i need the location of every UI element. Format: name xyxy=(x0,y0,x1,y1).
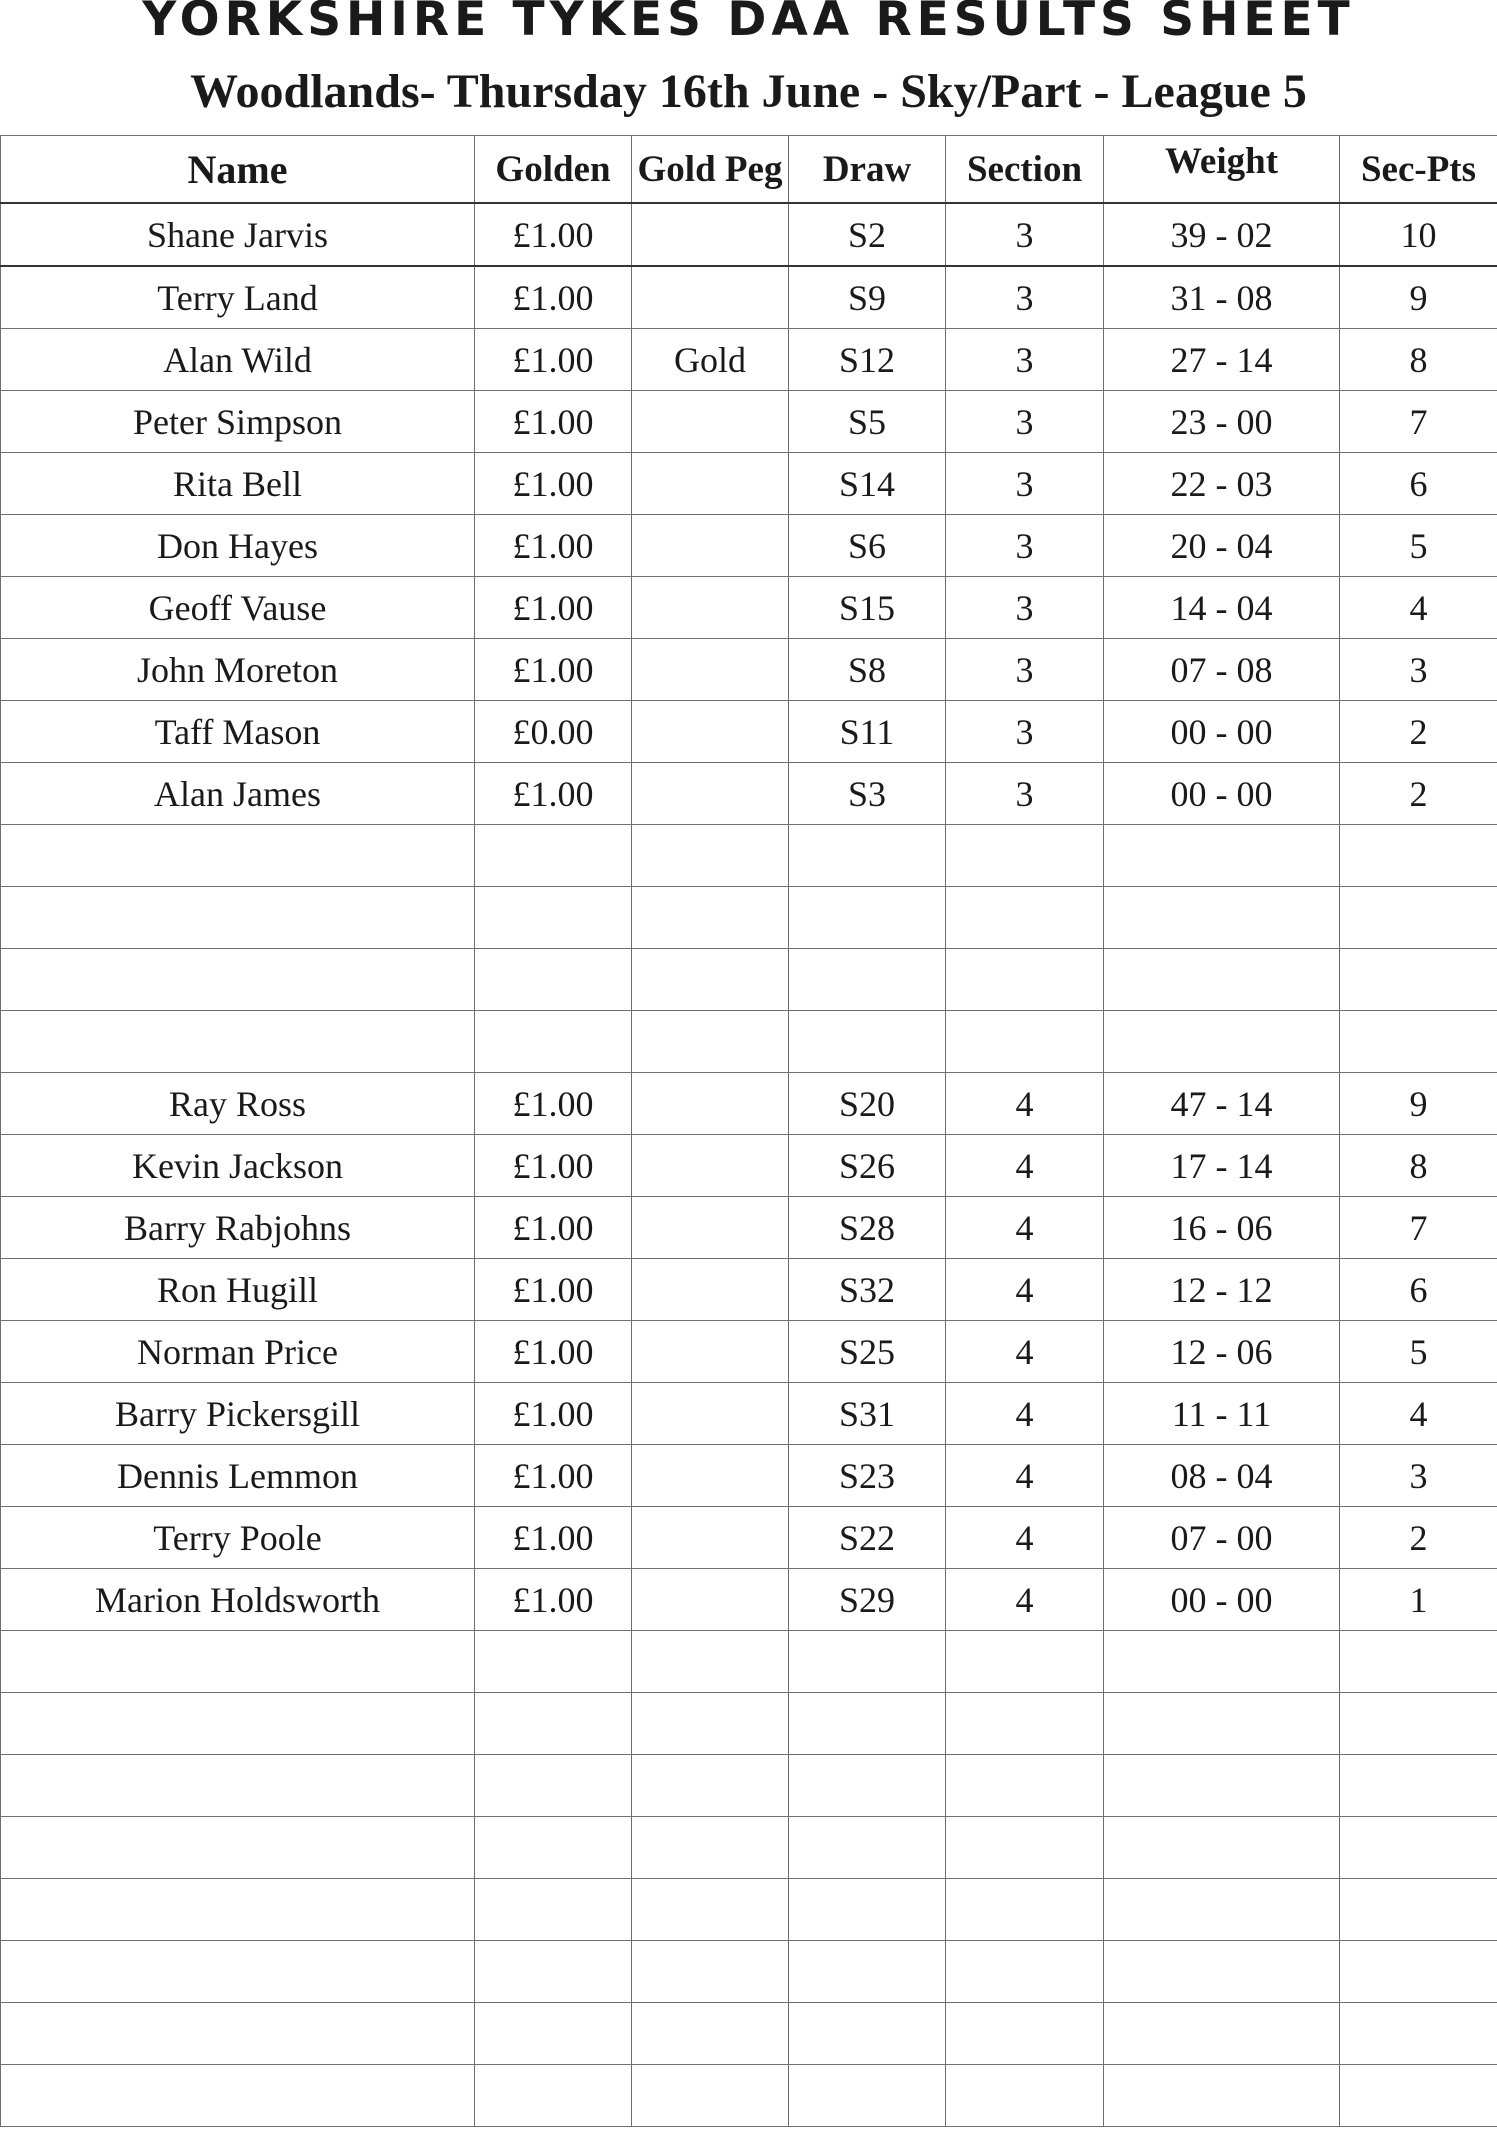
gold-peg-cell xyxy=(632,1817,789,1879)
section-points-cell: 7 xyxy=(1340,391,1497,453)
table-row xyxy=(1,515,1497,577)
section-points-cell: 4 xyxy=(1340,1383,1497,1445)
gold-peg-cell xyxy=(632,1569,789,1631)
section-cell xyxy=(946,2003,1104,2065)
section-points-cell: 8 xyxy=(1340,1135,1497,1197)
golden-fee-cell xyxy=(475,887,632,949)
table-row xyxy=(1,2065,1497,2127)
golden-fee-cell: £1.00 xyxy=(475,1507,632,1569)
angler-name-cell: Barry Pickersgill xyxy=(1,1383,475,1445)
section-cell: 3 xyxy=(946,203,1104,266)
table-row xyxy=(1,1941,1497,2003)
gold-peg-cell xyxy=(632,825,789,887)
golden-fee-cell: £1.00 xyxy=(475,1135,632,1197)
column-header-draw: Draw xyxy=(789,136,946,204)
angler-name-cell: Marion Holdsworth xyxy=(1,1569,475,1631)
section-points-cell xyxy=(1340,1631,1497,1693)
table-row xyxy=(1,577,1497,639)
section-points-cell xyxy=(1340,949,1497,1011)
draw-peg-cell: S14 xyxy=(789,453,946,515)
weight-cell: 20 - 04 xyxy=(1104,515,1340,577)
table-row xyxy=(1,1011,1497,1073)
golden-fee-cell: £1.00 xyxy=(475,763,632,825)
gold-peg-cell xyxy=(632,1135,789,1197)
weight-cell xyxy=(1104,1011,1340,1073)
draw-peg-cell: S9 xyxy=(789,266,946,329)
weight-cell: 27 - 14 xyxy=(1104,329,1340,391)
angler-name-cell xyxy=(1,1693,475,1755)
golden-fee-cell: £1.00 xyxy=(475,1445,632,1507)
table-row xyxy=(1,1879,1497,1941)
section-points-cell: 3 xyxy=(1340,1445,1497,1507)
weight-cell: 23 - 00 xyxy=(1104,391,1340,453)
draw-peg-cell: S8 xyxy=(789,639,946,701)
draw-peg-cell: S32 xyxy=(789,1259,946,1321)
golden-fee-cell xyxy=(475,825,632,887)
weight-cell: 39 - 02 xyxy=(1104,203,1340,266)
section-cell xyxy=(946,1879,1104,1941)
weight-cell: 12 - 06 xyxy=(1104,1321,1340,1383)
table-row xyxy=(1,266,1497,329)
section-cell: 4 xyxy=(946,1445,1104,1507)
draw-peg-cell xyxy=(789,1879,946,1941)
section-points-cell: 6 xyxy=(1340,453,1497,515)
angler-name-cell: Barry Rabjohns xyxy=(1,1197,475,1259)
golden-fee-cell: £1.00 xyxy=(475,329,632,391)
weight-cell: 00 - 00 xyxy=(1104,701,1340,763)
section-points-cell xyxy=(1340,1879,1497,1941)
golden-fee-cell: £1.00 xyxy=(475,639,632,701)
draw-peg-cell: S28 xyxy=(789,1197,946,1259)
draw-peg-cell: S12 xyxy=(789,329,946,391)
section-cell: 3 xyxy=(946,701,1104,763)
gold-peg-cell xyxy=(632,1197,789,1259)
angler-name-cell: Ray Ross xyxy=(1,1073,475,1135)
table-row xyxy=(1,1755,1497,1817)
weight-cell xyxy=(1104,949,1340,1011)
section-points-cell: 3 xyxy=(1340,639,1497,701)
draw-peg-cell: S15 xyxy=(789,577,946,639)
section-cell: 3 xyxy=(946,266,1104,329)
column-header-sec-pts: Sec-Pts xyxy=(1340,136,1497,204)
golden-fee-cell xyxy=(475,1011,632,1073)
section-points-cell: 5 xyxy=(1340,515,1497,577)
draw-peg-cell: S2 xyxy=(789,203,946,266)
weight-cell: 16 - 06 xyxy=(1104,1197,1340,1259)
gold-peg-cell xyxy=(632,1445,789,1507)
angler-name-cell xyxy=(1,825,475,887)
section-cell: 4 xyxy=(946,1321,1104,1383)
gold-peg-cell xyxy=(632,1879,789,1941)
section-points-cell: 5 xyxy=(1340,1321,1497,1383)
section-cell: 3 xyxy=(946,763,1104,825)
section-cell: 4 xyxy=(946,1073,1104,1135)
golden-fee-cell xyxy=(475,1941,632,2003)
gold-peg-cell xyxy=(632,701,789,763)
table-row xyxy=(1,887,1497,949)
section-points-cell xyxy=(1340,825,1497,887)
table-row xyxy=(1,1693,1497,1755)
section-points-cell xyxy=(1340,1693,1497,1755)
weight-cell: 00 - 00 xyxy=(1104,763,1340,825)
angler-name-cell xyxy=(1,2003,475,2065)
results-table xyxy=(0,135,1497,2127)
angler-name-cell: Dennis Lemmon xyxy=(1,1445,475,1507)
gold-peg-cell xyxy=(632,2065,789,2127)
section-cell: 4 xyxy=(946,1569,1104,1631)
weight-cell xyxy=(1104,1755,1340,1817)
angler-name-cell xyxy=(1,887,475,949)
weight-cell: 07 - 00 xyxy=(1104,1507,1340,1569)
golden-fee-cell xyxy=(475,1755,632,1817)
column-header-section: Section xyxy=(946,136,1104,204)
angler-name-cell: Geoff Vause xyxy=(1,577,475,639)
table-row xyxy=(1,1135,1497,1197)
section-points-cell xyxy=(1340,2065,1497,2127)
draw-peg-cell: S22 xyxy=(789,1507,946,1569)
weight-cell xyxy=(1104,825,1340,887)
angler-name-cell: Alan James xyxy=(1,763,475,825)
golden-fee-cell: £1.00 xyxy=(475,515,632,577)
weight-cell xyxy=(1104,1693,1340,1755)
header-row xyxy=(1,136,1497,204)
section-cell xyxy=(946,825,1104,887)
draw-peg-cell: S31 xyxy=(789,1383,946,1445)
golden-fee-cell: £1.00 xyxy=(475,1259,632,1321)
section-points-cell: 10 xyxy=(1340,203,1497,266)
weight-cell xyxy=(1104,2003,1340,2065)
table-row xyxy=(1,1259,1497,1321)
table-row xyxy=(1,825,1497,887)
draw-peg-cell: S6 xyxy=(789,515,946,577)
table-row xyxy=(1,1507,1497,1569)
section-points-cell: 4 xyxy=(1340,577,1497,639)
golden-fee-cell: £1.00 xyxy=(475,577,632,639)
draw-peg-cell xyxy=(789,1941,946,2003)
section-points-cell: 6 xyxy=(1340,1259,1497,1321)
results-body xyxy=(1,203,1497,2127)
gold-peg-cell xyxy=(632,1073,789,1135)
gold-peg-cell xyxy=(632,1383,789,1445)
section-cell: 3 xyxy=(946,329,1104,391)
section-points-cell xyxy=(1340,887,1497,949)
table-row xyxy=(1,329,1497,391)
section-cell xyxy=(946,1693,1104,1755)
table-row xyxy=(1,1073,1497,1135)
section-points-cell: 2 xyxy=(1340,701,1497,763)
section-cell: 4 xyxy=(946,1383,1104,1445)
gold-peg-cell xyxy=(632,515,789,577)
table-row xyxy=(1,763,1497,825)
weight-cell: 12 - 12 xyxy=(1104,1259,1340,1321)
golden-fee-cell: £1.00 xyxy=(475,1569,632,1631)
section-points-cell: 9 xyxy=(1340,266,1497,329)
table-row xyxy=(1,391,1497,453)
draw-peg-cell xyxy=(789,2003,946,2065)
gold-peg-cell xyxy=(632,1507,789,1569)
section-cell: 3 xyxy=(946,639,1104,701)
table-row xyxy=(1,949,1497,1011)
gold-peg-cell xyxy=(632,1321,789,1383)
column-header-gold-peg: Gold Peg xyxy=(632,136,789,204)
gold-peg-cell xyxy=(632,1011,789,1073)
angler-name-cell: Ron Hugill xyxy=(1,1259,475,1321)
golden-fee-cell xyxy=(475,1631,632,1693)
draw-peg-cell: S11 xyxy=(789,701,946,763)
section-points-cell xyxy=(1340,2003,1497,2065)
weight-cell: 07 - 08 xyxy=(1104,639,1340,701)
section-points-cell: 9 xyxy=(1340,1073,1497,1135)
gold-peg-cell xyxy=(632,1941,789,2003)
weight-cell xyxy=(1104,887,1340,949)
weight-cell: 22 - 03 xyxy=(1104,453,1340,515)
weight-cell xyxy=(1104,1879,1340,1941)
section-cell: 3 xyxy=(946,515,1104,577)
gold-peg-cell xyxy=(632,887,789,949)
draw-peg-cell xyxy=(789,1011,946,1073)
section-cell xyxy=(946,1631,1104,1693)
gold-peg-cell xyxy=(632,763,789,825)
angler-name-cell: Taff Mason xyxy=(1,701,475,763)
section-cell: 4 xyxy=(946,1135,1104,1197)
weight-cell xyxy=(1104,1941,1340,2003)
column-header-golden: Golden xyxy=(475,136,632,204)
section-cell xyxy=(946,1011,1104,1073)
angler-name-cell: Kevin Jackson xyxy=(1,1135,475,1197)
section-points-cell: 2 xyxy=(1340,1507,1497,1569)
section-points-cell xyxy=(1340,1755,1497,1817)
golden-fee-cell: £1.00 xyxy=(475,1073,632,1135)
table-row xyxy=(1,453,1497,515)
draw-peg-cell xyxy=(789,2065,946,2127)
angler-name-cell: Terry Land xyxy=(1,266,475,329)
gold-peg-cell xyxy=(632,1631,789,1693)
table-row xyxy=(1,1631,1497,1693)
golden-fee-cell: £1.00 xyxy=(475,203,632,266)
weight-cell xyxy=(1104,1817,1340,1879)
table-row xyxy=(1,1817,1497,1879)
section-points-cell: 7 xyxy=(1340,1197,1497,1259)
draw-peg-cell: S5 xyxy=(789,391,946,453)
gold-peg-cell xyxy=(632,1755,789,1817)
angler-name-cell: Don Hayes xyxy=(1,515,475,577)
section-points-cell xyxy=(1340,1011,1497,1073)
sheet-title: YORKSHIRE TYKES DAA RESULTS SHEET xyxy=(142,0,1355,46)
section-cell: 4 xyxy=(946,1259,1104,1321)
golden-fee-cell: £1.00 xyxy=(475,266,632,329)
table-row xyxy=(1,639,1497,701)
angler-name-cell xyxy=(1,2065,475,2127)
angler-name-cell xyxy=(1,1817,475,1879)
golden-fee-cell: £1.00 xyxy=(475,1383,632,1445)
angler-name-cell: Peter Simpson xyxy=(1,391,475,453)
angler-name-cell xyxy=(1,1755,475,1817)
draw-peg-cell xyxy=(789,887,946,949)
golden-fee-cell xyxy=(475,1879,632,1941)
table-row xyxy=(1,2003,1497,2065)
gold-peg-cell xyxy=(632,203,789,266)
gold-peg-cell xyxy=(632,2003,789,2065)
section-points-cell: 1 xyxy=(1340,1569,1497,1631)
weight-cell: 47 - 14 xyxy=(1104,1073,1340,1135)
sheet-subtitle: Woodlands- Thursday 16th June - Sky/Part - League 5 xyxy=(190,65,1307,118)
table-row xyxy=(1,1383,1497,1445)
draw-peg-cell xyxy=(789,949,946,1011)
angler-name-cell xyxy=(1,949,475,1011)
table-row xyxy=(1,1445,1497,1507)
table-row xyxy=(1,1569,1497,1631)
table-row xyxy=(1,1197,1497,1259)
golden-fee-cell: £1.00 xyxy=(475,391,632,453)
draw-peg-cell: S23 xyxy=(789,1445,946,1507)
angler-name-cell: Shane Jarvis xyxy=(1,203,475,266)
weight-cell: 11 - 11 xyxy=(1104,1383,1340,1445)
section-cell: 3 xyxy=(946,453,1104,515)
gold-peg-cell xyxy=(632,1693,789,1755)
gold-peg-cell xyxy=(632,1259,789,1321)
angler-name-cell xyxy=(1,1941,475,2003)
column-header-weight: Weight xyxy=(1104,136,1340,204)
golden-fee-cell xyxy=(475,1693,632,1755)
draw-peg-cell: S3 xyxy=(789,763,946,825)
section-cell xyxy=(946,887,1104,949)
weight-cell: 00 - 00 xyxy=(1104,1569,1340,1631)
gold-peg-cell xyxy=(632,577,789,639)
section-points-cell xyxy=(1340,1817,1497,1879)
angler-name-cell: Rita Bell xyxy=(1,453,475,515)
section-points-cell: 8 xyxy=(1340,329,1497,391)
section-cell: 4 xyxy=(946,1507,1104,1569)
gold-peg-cell xyxy=(632,453,789,515)
section-cell xyxy=(946,1941,1104,2003)
section-cell: 4 xyxy=(946,1197,1104,1259)
table-row xyxy=(1,701,1497,763)
section-cell: 3 xyxy=(946,577,1104,639)
weight-cell: 14 - 04 xyxy=(1104,577,1340,639)
section-cell xyxy=(946,2065,1104,2127)
table-row xyxy=(1,1321,1497,1383)
section-cell xyxy=(946,1755,1104,1817)
golden-fee-cell xyxy=(475,2065,632,2127)
golden-fee-cell: £1.00 xyxy=(475,1321,632,1383)
gold-peg-cell xyxy=(632,949,789,1011)
weight-cell: 31 - 08 xyxy=(1104,266,1340,329)
angler-name-cell: Terry Poole xyxy=(1,1507,475,1569)
golden-fee-cell xyxy=(475,1817,632,1879)
golden-fee-cell: £1.00 xyxy=(475,453,632,515)
weight-cell: 17 - 14 xyxy=(1104,1135,1340,1197)
column-header-name: Name xyxy=(1,136,475,204)
draw-peg-cell xyxy=(789,1631,946,1693)
angler-name-cell: Norman Price xyxy=(1,1321,475,1383)
golden-fee-cell xyxy=(475,949,632,1011)
section-cell xyxy=(946,949,1104,1011)
weight-cell: 08 - 04 xyxy=(1104,1445,1340,1507)
angler-name-cell xyxy=(1,1011,475,1073)
draw-peg-cell: S25 xyxy=(789,1321,946,1383)
gold-peg-cell xyxy=(632,266,789,329)
angler-name-cell xyxy=(1,1631,475,1693)
section-points-cell: 2 xyxy=(1340,763,1497,825)
section-cell xyxy=(946,1817,1104,1879)
draw-peg-cell: S26 xyxy=(789,1135,946,1197)
table-row xyxy=(1,203,1497,266)
draw-peg-cell xyxy=(789,825,946,887)
golden-fee-cell xyxy=(475,2003,632,2065)
angler-name-cell xyxy=(1,1879,475,1941)
golden-fee-cell: £1.00 xyxy=(475,1197,632,1259)
gold-peg-cell xyxy=(632,391,789,453)
draw-peg-cell: S20 xyxy=(789,1073,946,1135)
draw-peg-cell: S29 xyxy=(789,1569,946,1631)
golden-fee-cell: £0.00 xyxy=(475,701,632,763)
gold-peg-cell: Gold xyxy=(632,329,789,391)
section-points-cell xyxy=(1340,1941,1497,2003)
angler-name-cell: Alan Wild xyxy=(1,329,475,391)
section-cell: 3 xyxy=(946,391,1104,453)
weight-cell xyxy=(1104,2065,1340,2127)
draw-peg-cell xyxy=(789,1755,946,1817)
draw-peg-cell xyxy=(789,1817,946,1879)
draw-peg-cell xyxy=(789,1693,946,1755)
weight-cell xyxy=(1104,1631,1340,1693)
gold-peg-cell xyxy=(632,639,789,701)
angler-name-cell: John Moreton xyxy=(1,639,475,701)
